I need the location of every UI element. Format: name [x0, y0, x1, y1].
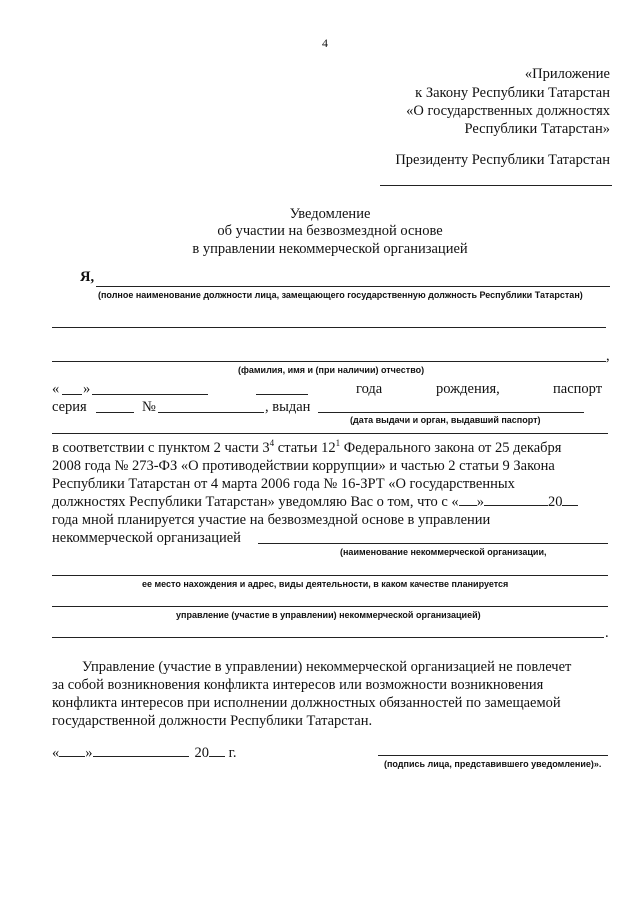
fio-hint: (фамилия, имя и (при наличии) отчество) [238, 365, 425, 375]
number-label: № [142, 399, 156, 415]
conclusion-line-1: Управление (участие в управлении) некоммерческой организацией не повлечет [82, 659, 572, 675]
doc-subtitle-1: об участии на безвозмездной основе [217, 223, 443, 239]
body-line-5: года мной планируется участие на безвозмездной основе в управлении [52, 512, 491, 528]
sign-month-field[interactable] [93, 744, 189, 757]
body-line-2: 2008 года № 273-ФЗ «О противодействии коррупции» и частью 2 статьи 9 Закона [52, 458, 555, 474]
body-line-4: должностях Республики Татарстан» уведомляю Вас о том, что с « » 20 [52, 493, 578, 511]
management-period: . [605, 625, 609, 641]
passport-label: паспорт [553, 381, 603, 397]
birth-date-quote-close: » [83, 381, 91, 397]
org-name-field[interactable] [258, 543, 608, 544]
start-year-field[interactable] [562, 493, 578, 506]
body-line-1: в соответствии с пунктом 2 части $3^4$ статьи $12^1$ Федерального закона от 25 декабря [52, 438, 562, 456]
series-label: серия [52, 399, 87, 415]
sign-day-field[interactable] [59, 744, 85, 757]
sign-date: « » 20 г. [52, 745, 237, 761]
rozhdeniya-label: рождения, [436, 381, 500, 397]
appendix-title: «Приложение [524, 66, 610, 82]
signature-field[interactable] [378, 755, 608, 756]
position-field[interactable] [96, 286, 610, 287]
page-number: 4 [322, 36, 328, 50]
management-hint: управление (участие в управлении) некоммерческой организацией) [176, 610, 481, 620]
start-day-field[interactable] [459, 493, 477, 506]
position-hint: (полное наименование должности лица, замещающего государственную должность Республики Татарстан) [98, 290, 583, 300]
ya-label: Я, [80, 269, 95, 285]
birth-date-quote-open: « [52, 381, 60, 397]
position-field-2[interactable] [52, 327, 606, 328]
birth-year-field[interactable] [256, 394, 308, 395]
addressee-from-line[interactable] [380, 185, 612, 186]
body-line-6: некоммерческой организацией [52, 530, 241, 546]
passport-series-field[interactable] [96, 412, 134, 413]
body-line-3: Республики Татарстан от 4 марта 2006 года № 16-ЗРТ «О государственных [52, 476, 515, 492]
fio-comma: , [606, 348, 610, 364]
signature-hint: (подпись лица, представившего уведомление)». [384, 759, 602, 769]
appendix-law-name-end: Республики Татарстан» [464, 121, 610, 137]
doc-subtitle-2: в управлении некоммерческой организацией [192, 241, 468, 257]
appendix-law: к Закону Республики Татарстан [415, 85, 610, 101]
management-field-2[interactable] [52, 637, 604, 638]
conclusion-line-2: за собой возникновения конфликта интересов или возможности возникновения [52, 677, 544, 693]
conclusion-line-4: государственной должности Республики Татарстан. [52, 713, 373, 729]
issued-label: , выдан [265, 399, 311, 415]
start-month-field[interactable] [484, 493, 548, 506]
doc-title: Уведомление [289, 206, 371, 222]
management-field[interactable] [52, 606, 608, 607]
org-address-field[interactable] [52, 575, 608, 576]
passport-issued-field-2[interactable] [52, 433, 608, 434]
org-address-hint: ее место нахождения и адрес, виды деятельности, в каком качестве планируется [142, 579, 509, 589]
passport-hint: (дата выдачи и орган, выдавший паспорт) [350, 415, 541, 425]
conclusion-line-3: конфликта интересов при исполнении должностных обязанностей по замещаемой [52, 695, 561, 711]
appendix-law-name: «О государственных должностях [406, 103, 610, 119]
org-name-hint: (наименование некоммерческой организации, [340, 547, 547, 557]
birth-day-field[interactable] [62, 394, 82, 395]
passport-number-field[interactable] [158, 412, 264, 413]
passport-issued-field[interactable] [318, 412, 584, 413]
addressee: Президенту Республики Татарстан [395, 152, 610, 168]
goda-label: года [356, 381, 383, 397]
fio-field[interactable] [52, 361, 606, 362]
birth-month-field[interactable] [92, 394, 208, 395]
sign-year-field[interactable] [209, 744, 225, 757]
